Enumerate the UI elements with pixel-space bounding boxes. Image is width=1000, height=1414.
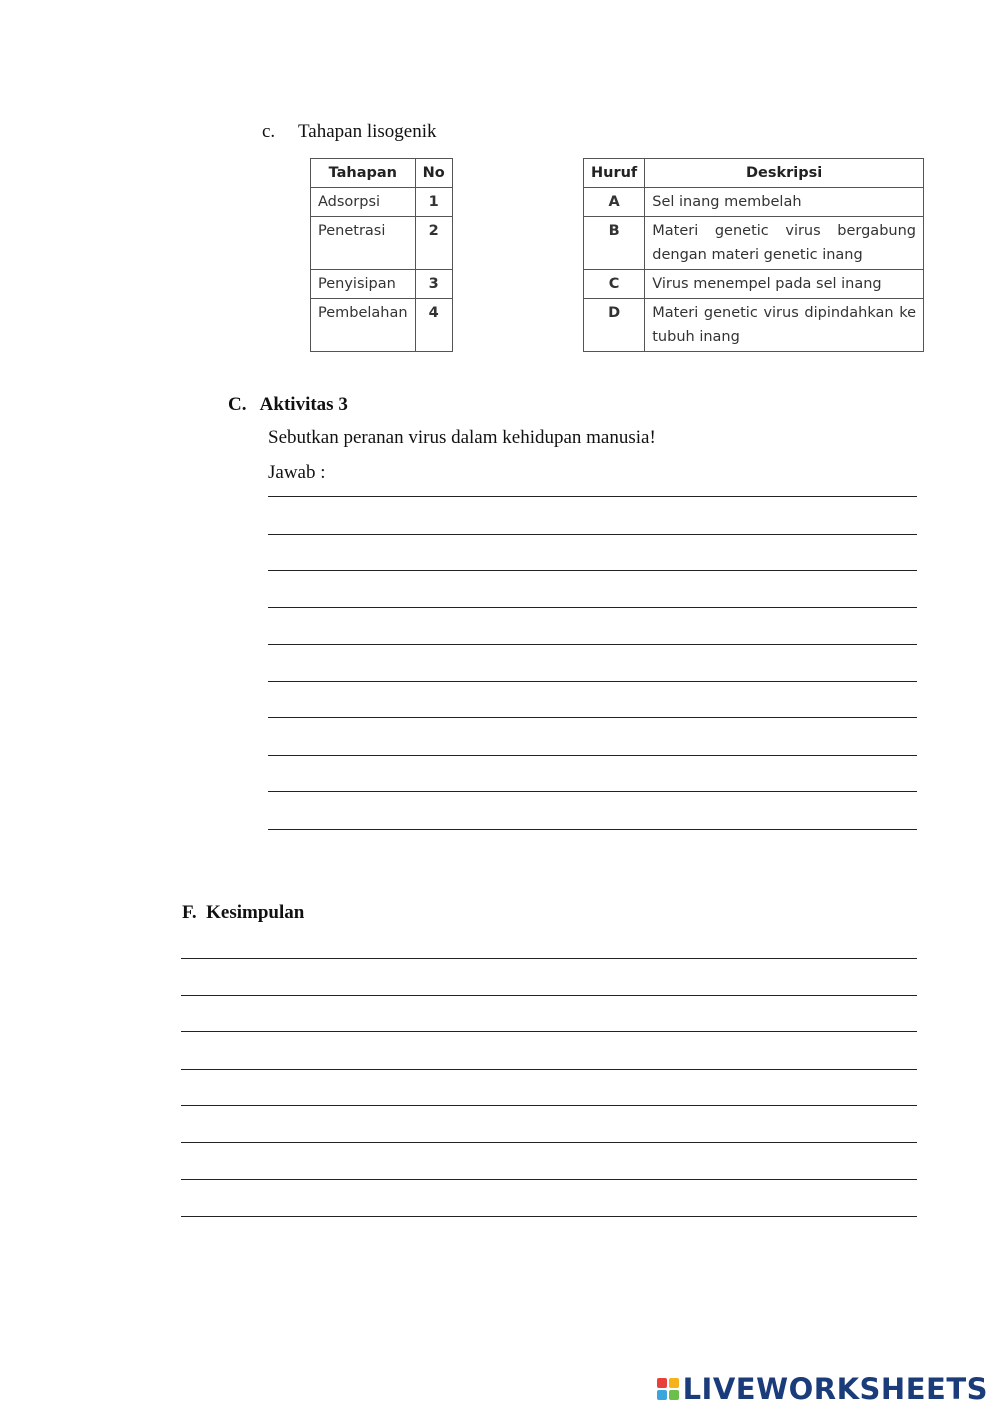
deskripsi-table (583, 158, 924, 352)
answer-line[interactable] (268, 570, 917, 571)
conclusion-line[interactable] (181, 1105, 917, 1106)
table-row (584, 217, 924, 270)
conclusion-line[interactable] (181, 995, 917, 996)
answer-line[interactable] (268, 791, 917, 792)
answer-line[interactable] (268, 644, 917, 645)
deskripsi-cell: Virus menempel pada sel inang (645, 270, 924, 299)
answer-line[interactable] (268, 717, 917, 718)
huruf-cell: B (584, 217, 645, 270)
huruf-cell: D (584, 299, 645, 352)
conclusion-line[interactable] (181, 1179, 917, 1180)
answer-line[interactable] (268, 829, 917, 830)
logo-square-icon (669, 1390, 679, 1400)
table-row (311, 188, 453, 217)
section-c-heading: C. Aktivitas 3 (228, 394, 348, 415)
table-row (311, 217, 453, 270)
column-header-tahapan: Tahapan (311, 159, 416, 188)
section-f-heading: F. Kesimpulan (182, 902, 305, 923)
logo-square-icon (669, 1378, 679, 1388)
conclusion-line[interactable] (181, 1216, 917, 1217)
huruf-cell: C (584, 270, 645, 299)
no-cell: 4 (415, 299, 452, 352)
liveworksheets-logo[interactable] (657, 1372, 988, 1406)
no-cell: 2 (415, 217, 452, 270)
table-row (584, 188, 924, 217)
tahapan-cell: Adsorpsi (311, 188, 416, 217)
sub-item-title: Tahapan lisogenik (298, 121, 437, 142)
section-c-question: Sebutkan peranan virus dalam kehidupan manusia! (268, 427, 656, 448)
sub-item-marker: c. (262, 121, 276, 142)
tahapan-cell: Pembelahan (311, 299, 416, 352)
logo-square-icon (657, 1378, 667, 1388)
logo-text: LIVEWORKSHEETS (682, 1372, 988, 1406)
column-header-huruf: Huruf (584, 159, 645, 188)
table-row (311, 270, 453, 299)
liveworksheets-logo-icon (657, 1378, 679, 1400)
huruf-cell: A (584, 188, 645, 217)
answer-line[interactable] (268, 496, 917, 497)
deskripsi-cell: Materi genetic virus dipindahkan ke tubuh inang (645, 299, 924, 352)
answer-line[interactable] (268, 681, 917, 682)
sub-item-heading (262, 121, 437, 143)
answer-label: Jawab : (268, 462, 326, 483)
tahapan-table (310, 158, 453, 352)
deskripsi-cell: Sel inang membelah (645, 188, 924, 217)
column-header-deskripsi: Deskripsi (645, 159, 924, 188)
conclusion-line[interactable] (181, 958, 917, 959)
no-cell: 1 (415, 188, 452, 217)
no-cell: 3 (415, 270, 452, 299)
answer-line[interactable] (268, 534, 917, 535)
table-row (584, 270, 924, 299)
tahapan-cell: Penyisipan (311, 270, 416, 299)
logo-square-icon (657, 1390, 667, 1400)
deskripsi-cell: Materi genetic virus bergabung dengan materi genetic inang (645, 217, 924, 270)
conclusion-line[interactable] (181, 1069, 917, 1070)
conclusion-line[interactable] (181, 1031, 917, 1032)
table-header-row (311, 159, 453, 188)
table-row (311, 299, 453, 352)
conclusion-line[interactable] (181, 1142, 917, 1143)
column-header-no: No (415, 159, 452, 188)
table-row (584, 299, 924, 352)
table-header-row (584, 159, 924, 188)
answer-line[interactable] (268, 755, 917, 756)
tahapan-cell: Penetrasi (311, 217, 416, 270)
answer-line[interactable] (268, 607, 917, 608)
